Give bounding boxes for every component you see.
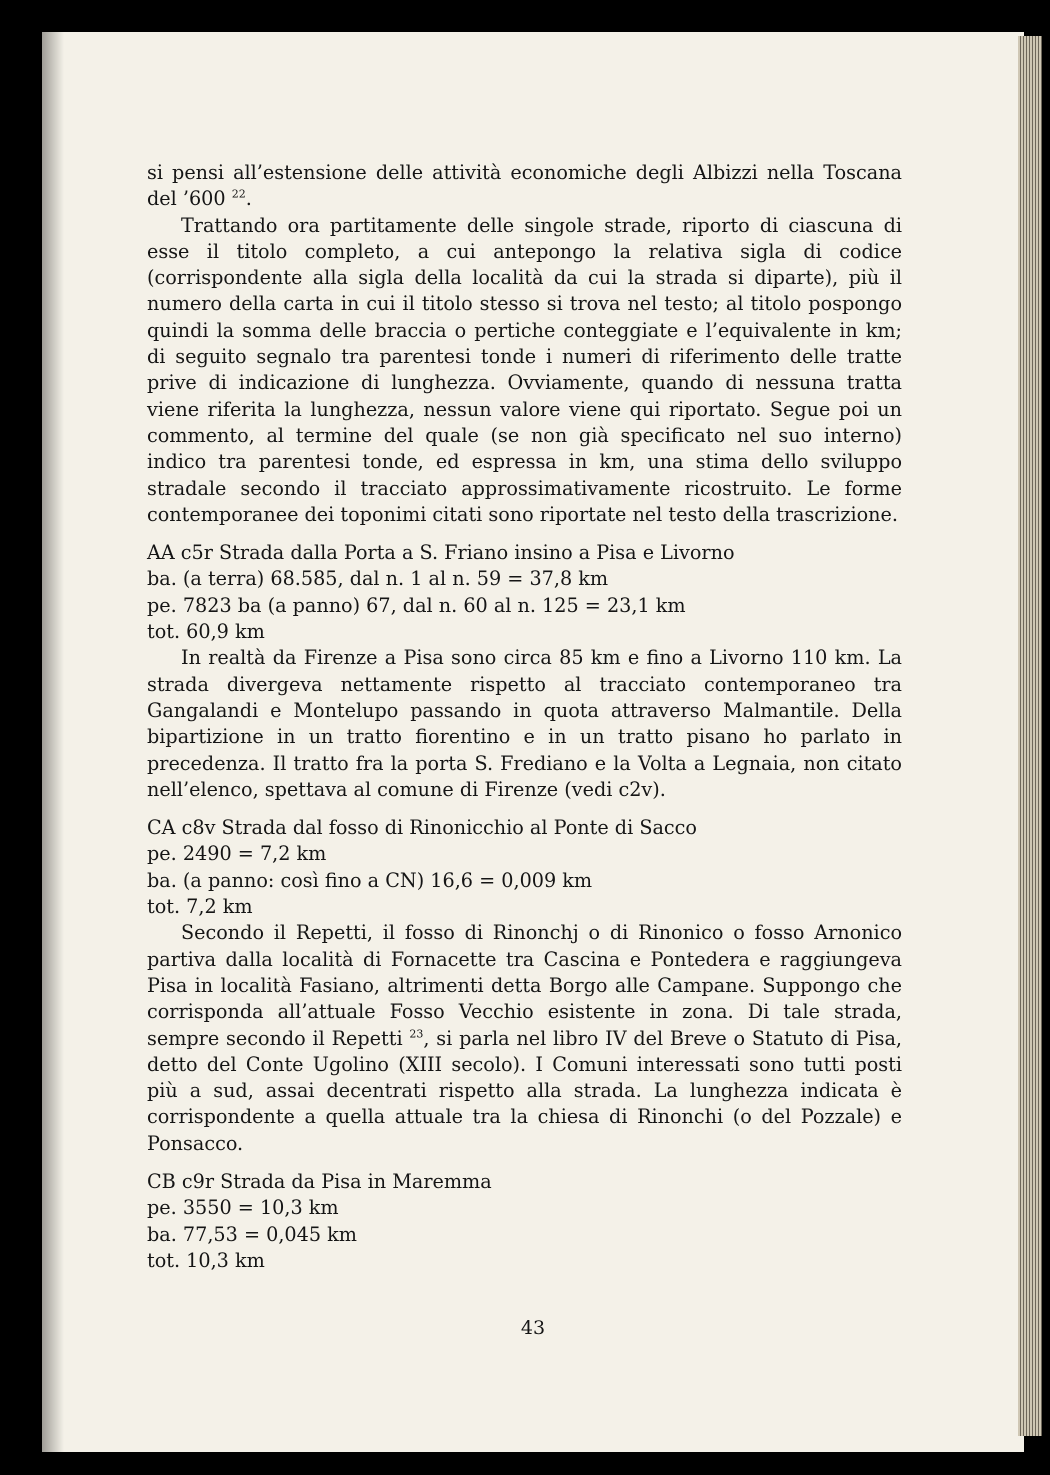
entry-total: tot. 10,3 km xyxy=(147,1248,265,1272)
paragraph-3: In realtà da Firenze a Pisa sono circa 85 km e fino a Livorno 110 km. La strada divergeva nettamente rispetto al tracciato contemporaneo tra Gangalandi e Montelupo passando in quota attraverso Malmantile. Della bipartizione in un tratto fiorentino e in un tratto pisano ho parlato in precedenza. Il tratto fra la porta S. Frediano e la Volta a Legnaia, non citato nell’elenco, spettava al comune di Firenze (vedi c2v). xyxy=(147,646,902,801)
page-body xyxy=(147,160,902,1274)
binding-shadow xyxy=(42,32,64,1452)
entry-line: pe. 7823 ba (a panno) 67, dal n. 60 al n. 125 = 23,1 km xyxy=(147,593,686,617)
entry-aa xyxy=(147,540,902,645)
entry-line: pe. 2490 = 7,2 km xyxy=(147,842,327,866)
entry-total: tot. 7,2 km xyxy=(147,895,253,919)
entry-cb xyxy=(147,1169,902,1274)
paragraph-2: Trattando ora partitamente delle singole strade, riporto di ciascuna di esse il titolo completo, a cui antepongo la relativa sigla di codice (corrispondente alla sigla della località da cui la strada si diparte), più il numero della carta in cui il titolo stesso si trova nel testo; al titolo pospongo quindi la somma delle braccia o pertiche conteggiate e l’equivalente in km; di seguito segnalo tra parentesi tonde i numeri di riferimento delle tratte prive di indicazione di lunghezza. Ovviamente, quando di nessuna tratta viene riferita la lunghezza, nessun valore viene qui riportato. Segue poi un commento, al termine del quale (se non già specificato nel suo interno) indico tra parentesi tonde, ed espressa in km, una stima dello sviluppo stradale secondo il tracciato approssimativamente ricostruito. Le forme contemporanee dei toponimi citati sono riportate nel testo della trascrizione. xyxy=(147,213,902,526)
paragraph-4: Secondo il Repetti, il fosso di Rinonchj o di Rinonico o fosso Arnonico partiva dalla località di Fornacette tra Cascina e Pontedera e raggiungeva Pisa in località Fasiano, altrimenti detta Borgo alle Campane. Suppongo che corrisponda all’attuale Fosso Vecchio esistente in zona. Di tale strada, sempre secondo il Repetti $^{23}$, si parla nel libro IV del Breve o Statuto di Pisa, detto del Conte Ugolino (XIII secolo). I Comuni interessati sono tutti posti più a sud, assai decentrati rispetto alla strada. La lunghezza indicata è corrispondente a quella attuale tra la chiesa di Rinonchi (o del Pozzale) e Ponsacco. xyxy=(147,921,902,1155)
entry-total: tot. 60,9 km xyxy=(147,620,265,644)
footnote-ref-23: 23 xyxy=(409,1027,424,1041)
page-number: 43 xyxy=(520,1317,546,1339)
entry-line: ba. (a terra) 68.585, dal n. 1 al n. 59 = 37,8 km xyxy=(147,567,609,591)
page-edges xyxy=(1018,36,1042,1436)
entry-title: CA c8v Strada dal fosso di Rinonicchio al Ponte di Sacco xyxy=(147,816,697,840)
entry-line: ba. (a panno: così fino a CN) 16,6 = 0,009 km xyxy=(147,868,593,892)
entry-ca xyxy=(147,815,902,920)
footnote-ref-22: 22 xyxy=(231,187,246,201)
entry-title: CB c9r Strada da Pisa in Maremma xyxy=(147,1169,492,1193)
book-page xyxy=(42,32,1024,1452)
entry-title: AA c5r Strada dalla Porta a S. Friano insino a Pisa e Livorno xyxy=(147,541,735,565)
entry-line: ba. 77,53 = 0,045 km xyxy=(147,1222,357,1246)
paragraph-1: si pensi all’estensione delle attività economiche degli Albizzi nella Toscana del ’600 $^{22}$. xyxy=(147,161,902,211)
entry-line: pe. 3550 = 10,3 km xyxy=(147,1196,339,1220)
